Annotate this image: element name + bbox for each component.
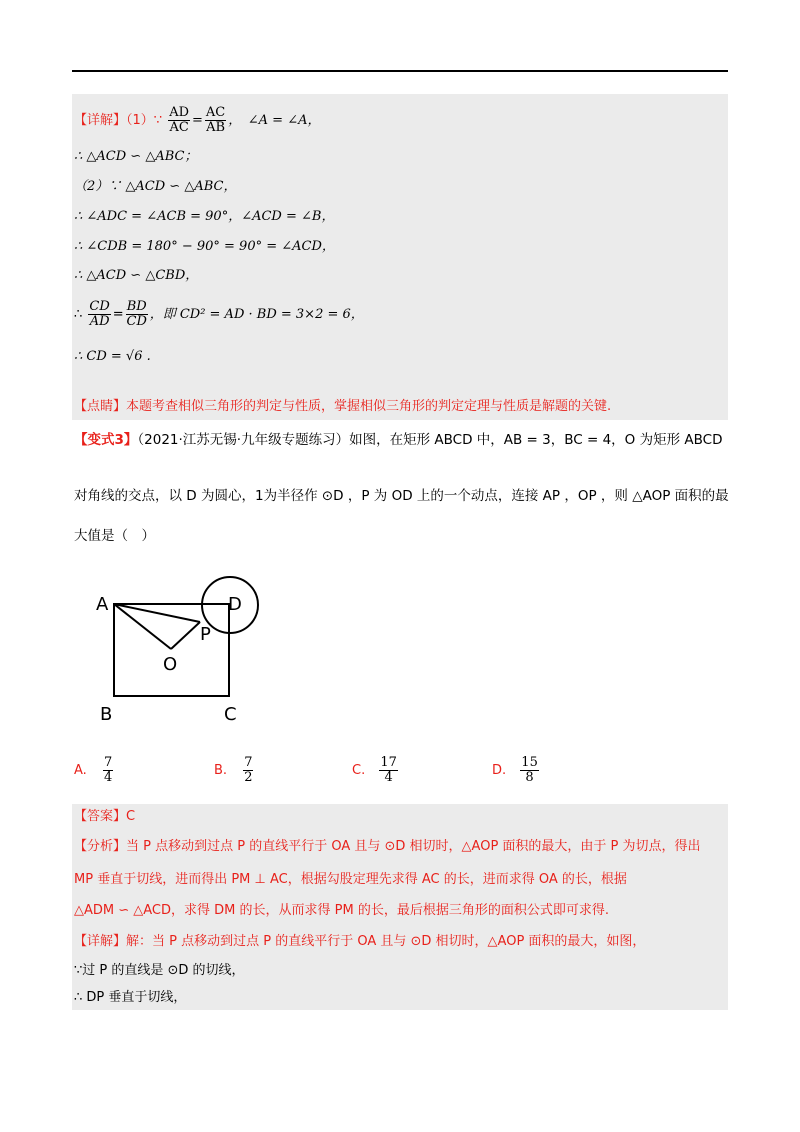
- question-line-2: 对角线的交点，以 D 为圆心，1为半径作 ⊙D ，P 为 OD 上的一个动点，连接 AP ，OP ，则 △AOP 面积的最: [74, 488, 729, 504]
- option-c[interactable]: C. $\frac{17}{4}$: [352, 755, 397, 785]
- label-b: B: [100, 704, 113, 725]
- segment-op: [171, 622, 200, 649]
- label-c: C: [224, 704, 237, 725]
- option-d[interactable]: D. $\frac{15}{8}$: [492, 755, 538, 785]
- option-a[interactable]: A. $\frac{7}{4}$: [74, 755, 113, 785]
- detail2-line-1: 【详解】解：当 P 点移动到过点 P 的直线平行于 OA 且与 ⊙D 相切时，△AOP 面积的最大，如图，: [74, 934, 646, 949]
- analysis-line-2: MP 垂直于切线，进而得出 PM ⊥ AC，根据勾股定理先求得 AC 的长，进而求得 OA 的长，根据: [74, 872, 627, 887]
- answer-line: [74, 808, 135, 826]
- detail-line-3: （2）∵ △ACD ∽ △ABC，: [74, 179, 237, 194]
- detail-tag: 【详解】: [74, 113, 127, 128]
- detail-line-6: ∴ △ACD ∽ △CBD，: [74, 268, 199, 283]
- label-o: O: [163, 654, 178, 675]
- detail2-line-3: ∴ DP 垂直于切线，: [74, 990, 187, 1005]
- label-p: P: [200, 624, 211, 645]
- fraction-bd-cd: $\frac{BD}{CD}$: [126, 299, 147, 329]
- detail-line-1: 【详解】（1）∵ $\frac{AD}{AC}$ = $\frac{AC}{AB}$ ， ∠A = ∠A，: [74, 105, 321, 135]
- answer-value: C: [126, 809, 136, 824]
- question-tag: 【变式3】: [74, 432, 138, 448]
- analysis-tag: 【分析】: [74, 839, 127, 854]
- question-line-3: 大值是（ ）: [74, 528, 155, 544]
- analysis-line-3: △ADM ∽ △ACD，求得 DM 的长，从而求得 PM 的长，最后根据三角形的面积公式即可求得.: [74, 903, 609, 918]
- solution-block-1: [72, 94, 728, 420]
- question-line-1: 【变式3】（2021·江苏无锡·九年级专题练习）如图，在矩形 ABCD 中，AB = 3，BC = 4，O 为矩形 ABCD: [74, 432, 723, 448]
- answer-tag: 【答案】: [74, 809, 127, 824]
- label-a: A: [96, 594, 109, 615]
- detail-line-7: ∴ $\frac{CD}{AD}$ = $\frac{BD}{CD}$ ，即 CD² = AD · BD = 3×2 = 6，: [74, 299, 364, 329]
- segment-ao: [114, 604, 171, 649]
- detail-line-8: ∴ CD = √6 .: [74, 349, 151, 364]
- fraction-cd-ad: $\frac{CD}{AD}$: [89, 299, 110, 329]
- note-line: 【点睛】本题考查相似三角形的判定与性质，掌握相似三角形的判定定理与性质是解题的关键.: [74, 399, 612, 414]
- detail2-tag: 【详解】: [74, 934, 127, 949]
- detail-line-5: ∴ ∠CDB = 180° − 90° = 90° = ∠ACD，: [74, 239, 335, 254]
- rectangle-abcd: [114, 604, 229, 696]
- fraction-ad-ac: $\frac{AD}{AC}$: [169, 105, 190, 135]
- segment-ap: [114, 604, 200, 622]
- circle-d: [202, 577, 258, 633]
- fraction-ac-ab: $\frac{AC}{AB}$: [205, 105, 226, 135]
- analysis-line-1: 【分析】当 P 点移动到过点 P 的直线平行于 OA 且与 ⊙D 相切时，△AOP 面积的最大，由于 P 为切点，得出: [74, 839, 701, 854]
- label-d: D: [228, 594, 242, 615]
- detail-line-2: ∴ △ACD ∽ △ABC；: [74, 149, 198, 164]
- detail-line-4: ∴ ∠ADC = ∠ACB = 90°，∠ACD = ∠B，: [74, 209, 335, 224]
- note-tag: 【点睛】: [74, 399, 127, 414]
- option-b[interactable]: B. $\frac{7}{2}$: [214, 755, 253, 785]
- header-rule: [72, 70, 728, 72]
- detail2-line-2: ∵过 P 的直线是 ⊙D 的切线，: [74, 963, 245, 978]
